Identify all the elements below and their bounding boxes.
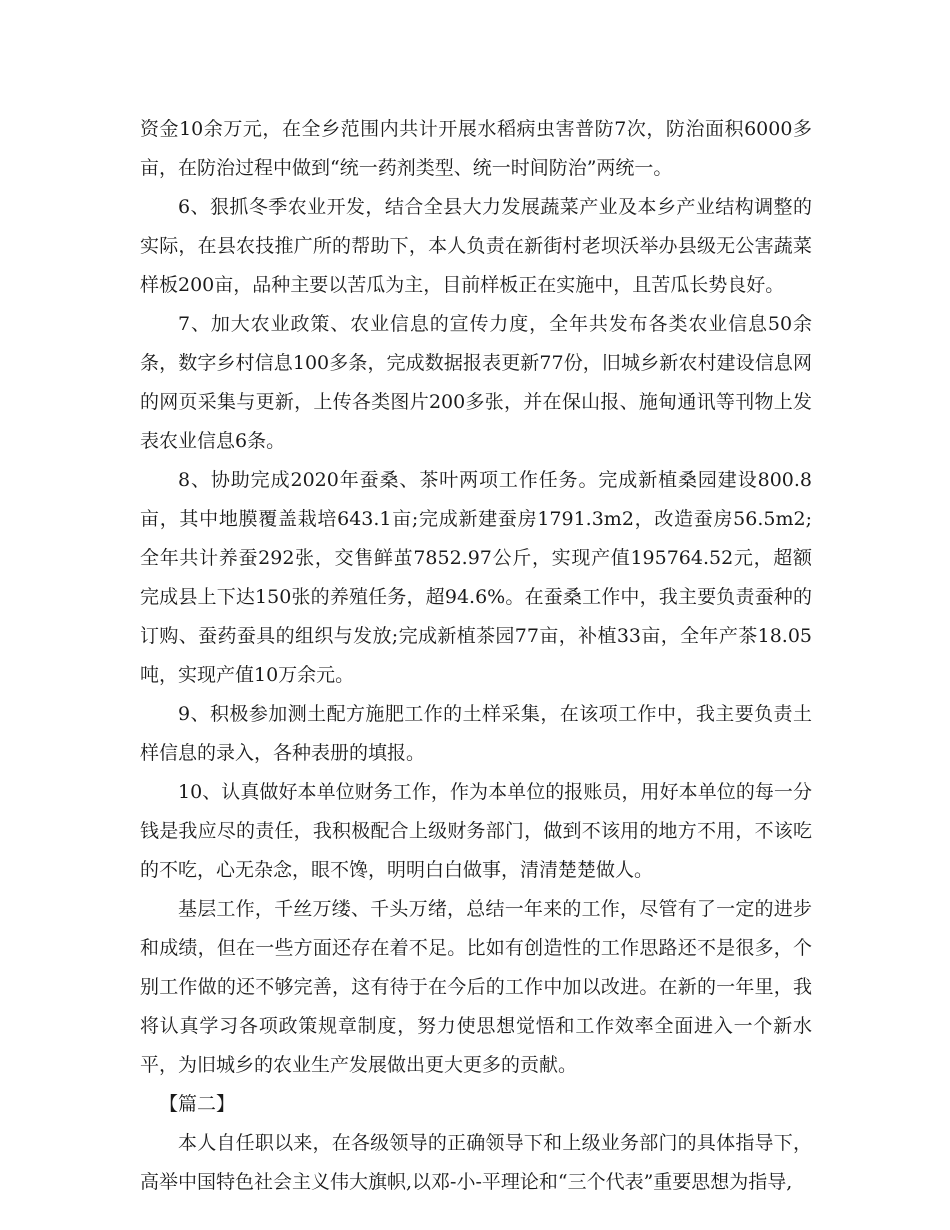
paragraph-item-9: 9、积极参加测土配方施肥工作的土样采集，在该项工作中，我主要负责土样信息的录入，各种表册的填报。 [140,703,812,764]
section-heading-part-two: 【篇二】 [159,1093,236,1115]
document-body [140,110,812,1202]
paragraph-item-8: 8、协助完成2020年蚕桑、茶叶两项工作任务。完成新植桑园建设800.8亩，其中地膜覆盖栽培643.1亩;完成新建蚕房1791.3m2，改造蚕房56.5m2;全年共计养蚕292张，交售鲜茧7852.97公斤，实现产值195764.52元，超额完成县上下达150张的养殖任务，超94.6%。在蚕桑工作中，我主要负责蚕种的订购、蚕药蚕具的组织与发放;完成新植茶园77亩，补植33亩，全年产茶18.05吨，实现产值10万余元。 [140,469,812,686]
paragraph-funding-continuation: 资金10余万元，在全乡范围内共计开展水稻病虫害普防7次，防治面积6000多亩，在防治过程中做到“统一药剂类型、统一时间防治”两统一。 [140,118,812,179]
paragraph-part-two-intro: 本人自任职以来，在各级领导的正确领导下和上级业务部门的具体指导下，高举中国特色社会主义伟大旗帜,以邓-小-平理论和“三个代表”重要思想为指导, [140,1132,812,1193]
paragraph-item-6: 6、狠抓冬季农业开发，结合全县大力发展蔬菜产业及本乡产业结构调整的实际，在县农技推广所的帮助下，本人负责在新街村老坝沃举办县级无公害蔬菜样板200亩，品种主要以苦瓜为主，目前样板正在实施中，且苦瓜长势良好。 [140,196,812,296]
paragraph-item-7: 7、加大农业政策、农业信息的宣传力度，全年共发布各类农业信息50余条，数字乡村信息100多条，完成数据报表更新77份，旧城乡新农村建设信息网的网页采集与更新，上传各类图片200多张，并在保山报、施甸通讯等刊物上发表农业信息6条。 [140,313,812,452]
paragraph-summary: 基层工作，千丝万缕、千头万绪，总结一年来的工作，尽管有了一定的进步和成绩，但在一些方面还存在着不足。比如有创造性的工作思路还不是很多，个别工作做的还不够完善，这有待于在今后的工作中加以改进。在新的一年里，我将认真学习各项政策规章制度，努力使思想觉悟和工作效率全面进入一个新水平，为旧城乡的农业生产发展做出更大更多的贡献。 [140,898,812,1076]
paragraph-item-10: 10、认真做好本单位财务工作，作为本单位的报账员，用好本单位的每一分钱是我应尽的责任，我积极配合上级财务部门，做到不该用的地方不用，不该吃的不吃，心无杂念，眼不馋，明明白白做事，清清楚楚做人。 [140,781,812,881]
